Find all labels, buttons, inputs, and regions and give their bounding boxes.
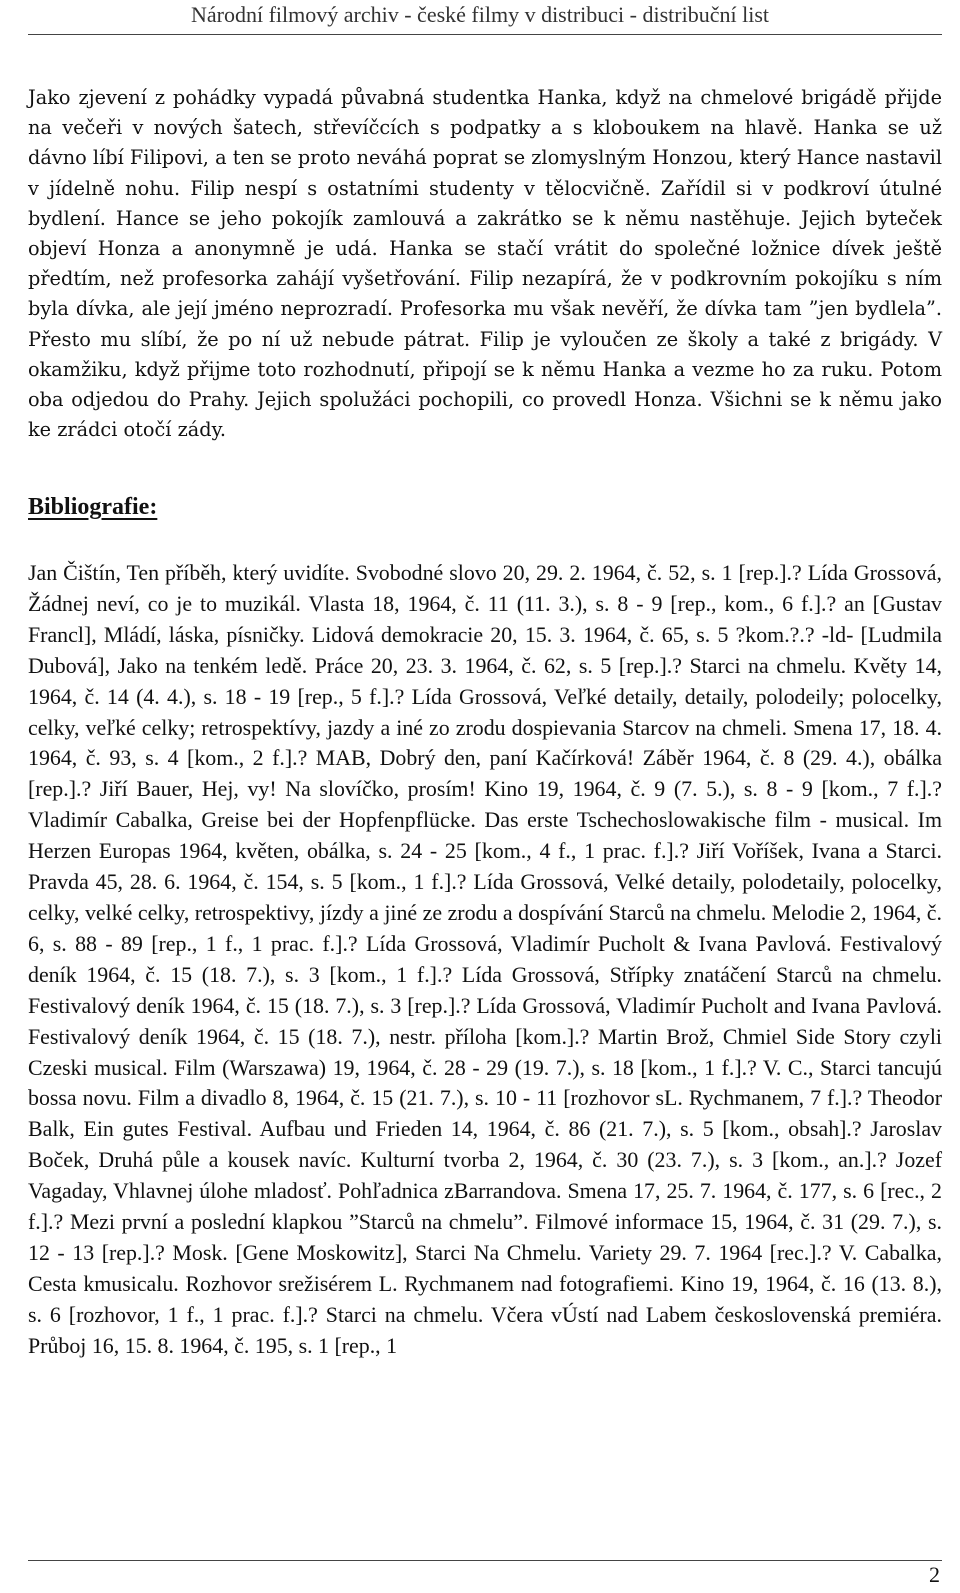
synopsis-text: Jako zjevení z pohádky vypadá půvabná studentka Hanka, když na chmelové brigádě přijde na večeři v nových šatech, střevíčcích s podpatky a s kloboukem na hlavě. Hanka se už dávno líbí Filipovi, a ten se proto neváhá poprat se zlomyslným Honzou, který Hance nastavil v jídelně nohu. Filip nespí s ostatními studenty v tělocvičně. Zařídil si v podkroví útulné bydlení. Hance se jeho pokojík zamlouvá a zakrátko se k němu nastěhuje. Jejich byteček objeví Honza a anonymně je udá. Hanka se stačí vrátit do společné ložnice dívek ještě předtím, než profesorka zahájí vyšetřování. Filip nezapírá, že v podkrovním pokojíku s ním byla dívka, ale její jméno neprozradí. Profesorka mu však nevěří, že dívka tam ”jen bydlela”. Přesto mu slíbí, že po ní už nebude pátrat. Filip je vyloučen ze školy a také z brigády. V okamžiku, když přijme toto rozhodnutí, připojí se k němu Hanka a vezme ho za ruku. Potom oba odjedou do Prahy. Jejich spolužáci pochopili, co provedl Honza. Všichni se k němu jako ke zrádci otočí zády. (28, 86, 942, 442)
bibliography-text: Jan Čištín, Ten příběh, který uvidíte. Svobodné slovo 20, 29. 2. 1964, č. 52, s. 1 [rep.].? Lída Grossová, Žádnej neví, co je to muzikál. Vlasta 18, 1964, č. 11 (11. 3.), s. 8 - 9 [rep., kom., 6 f.].? an [Gustav Francl], Mládí, láska, písničky. Lidová demokracie 20, 15. 3. 1964, č. 65, s. 5 ?kom.?.? -ld- [Ludmila Dubová], Jako na tenkém ledě. Práce 20, 23. 3. 1964, č. 62, s. 5 [rep.].? Starci na chmelu. Květy 14, 1964, č. 14 (4. 4.), s. 18 - 19 [rep., 5 f.].? Lída Grossová, Veľké detaily, detaily, polodeily; polocelky, celky, veľké celky; retrospektívy, jazdy a iné zo zrodu dospievania Starcov na chmeli. Smena 17, 18. 4. 1964, č. 93, s. 4 [kom., 2 f.].? MAB, Dobrý den, paní Kačírková! Záběr 1964, č. 8 (29. 4.), obálka [rep.].? Jiří Bauer, Hej, vy! Na slovíčko, prosím! Kino 19, 1964, č. 9 (7. 5.), s. 8 - 9 [kom., 7 f.].? Vladimír Cabalka, Greise bei der Hopfenpflücke. Das erste Tschechoslowakische film - musical. Im Herzen Europas 1964, květen, obálka, s. 24 - 25 [kom., 4 f., 1 prac. f.].? Jiří Voříšek, Ivana a Starci. Pravda 45, 28. 6. 1964, č. 154, s. 5 [kom., 1 f.].? Lída Grossová, Velké detaily, polodetaily, polocelky, celky, velké celky, retrospektivy, jízdy a jiné ze zrodu a dospívání Starců na chmelu. Melodie 2, 1964, č. 6, s. 88 - 89 [rep., 1 f., 1 prac. f.].? Lída Grossová, Vladimír Pucholt & Ivana Pavlová. Festivalový deník 1964, č. 15 (18. 7.), s. 3 [kom., 1 f.].? Lída Grossová, Střípky znatáčení Starců na chmelu. Festivalový deník 1964, č. 15 (18. 7.), s. 3 [rep.].? Lída Grossová, Vladimír Pucholt and Ivana Pavlová. Festivalový deník 1964, č. 15 (18. 7.), nestr. příloha [kom.].? Martin Brož, Chmiel Side Story czyli Czeski musical. Film (Warszawa) 19, 1964, č. 28 - 29 (19. 7.), s. 18 [kom., 1 f.].? V. C., Starci tancujú bossa novu. Film a divadlo 8, 1964, č. 15 (21. 7.), s. 10 - 11 [rozhovor sL. Rychmanem, 7 f.].? Theodor Balk, Ein gutes Festival. Aufbau und Frieden 14, 1964, č. 86 (21. 7.), s. 5 [kom., obsah].? Jaroslav Boček, Druhá půle a kousek navíc. Kulturní tvorba 2, 1964, č. 30 (23. 7.), s. 3 [kom., an.].? Jozef Vagaday, Vhlavnej úlohe mladosť. Pohľadnica zBarrandova. Smena 17, 25. 7. 1964, č. 177, s. 6 [rec., 2 f.].? Mezi první a poslední klapkou ”Starců na chmelu”. Filmové informace 15, 1964, č. 31 (29. 7.), s. 12 - 13 [rep.].? Mosk. [Gene Moskowitz], Starci Na Chmelu. Variety 29. 7. 1964 [rec.].? V. Cabalka, Cesta kmusicalu. Rozhovor srežisérem L. Rychmanem nad fotografiemi. Kino 19, 1964, č. 16 (13. 8.), s. 6 [rozhovor, 1 f., 1 prac. f.].? Starci na chmelu. Včera vÚstí nad Labem československá premiéra. Průboj 16, 15. 8. 1964, č. 195, s. 1 [rep., 1 (28, 560, 942, 1358)
header-title: Národní filmový archiv - české filmy v distribuci - distribuční list (191, 2, 769, 27)
bibliography-section (28, 558, 942, 1362)
page-header (0, 0, 960, 34)
footer-divider (28, 1560, 942, 1561)
header-divider (28, 34, 942, 35)
page-number: 2 (929, 1562, 940, 1587)
bibliography-heading: Bibliografie: (28, 494, 158, 520)
